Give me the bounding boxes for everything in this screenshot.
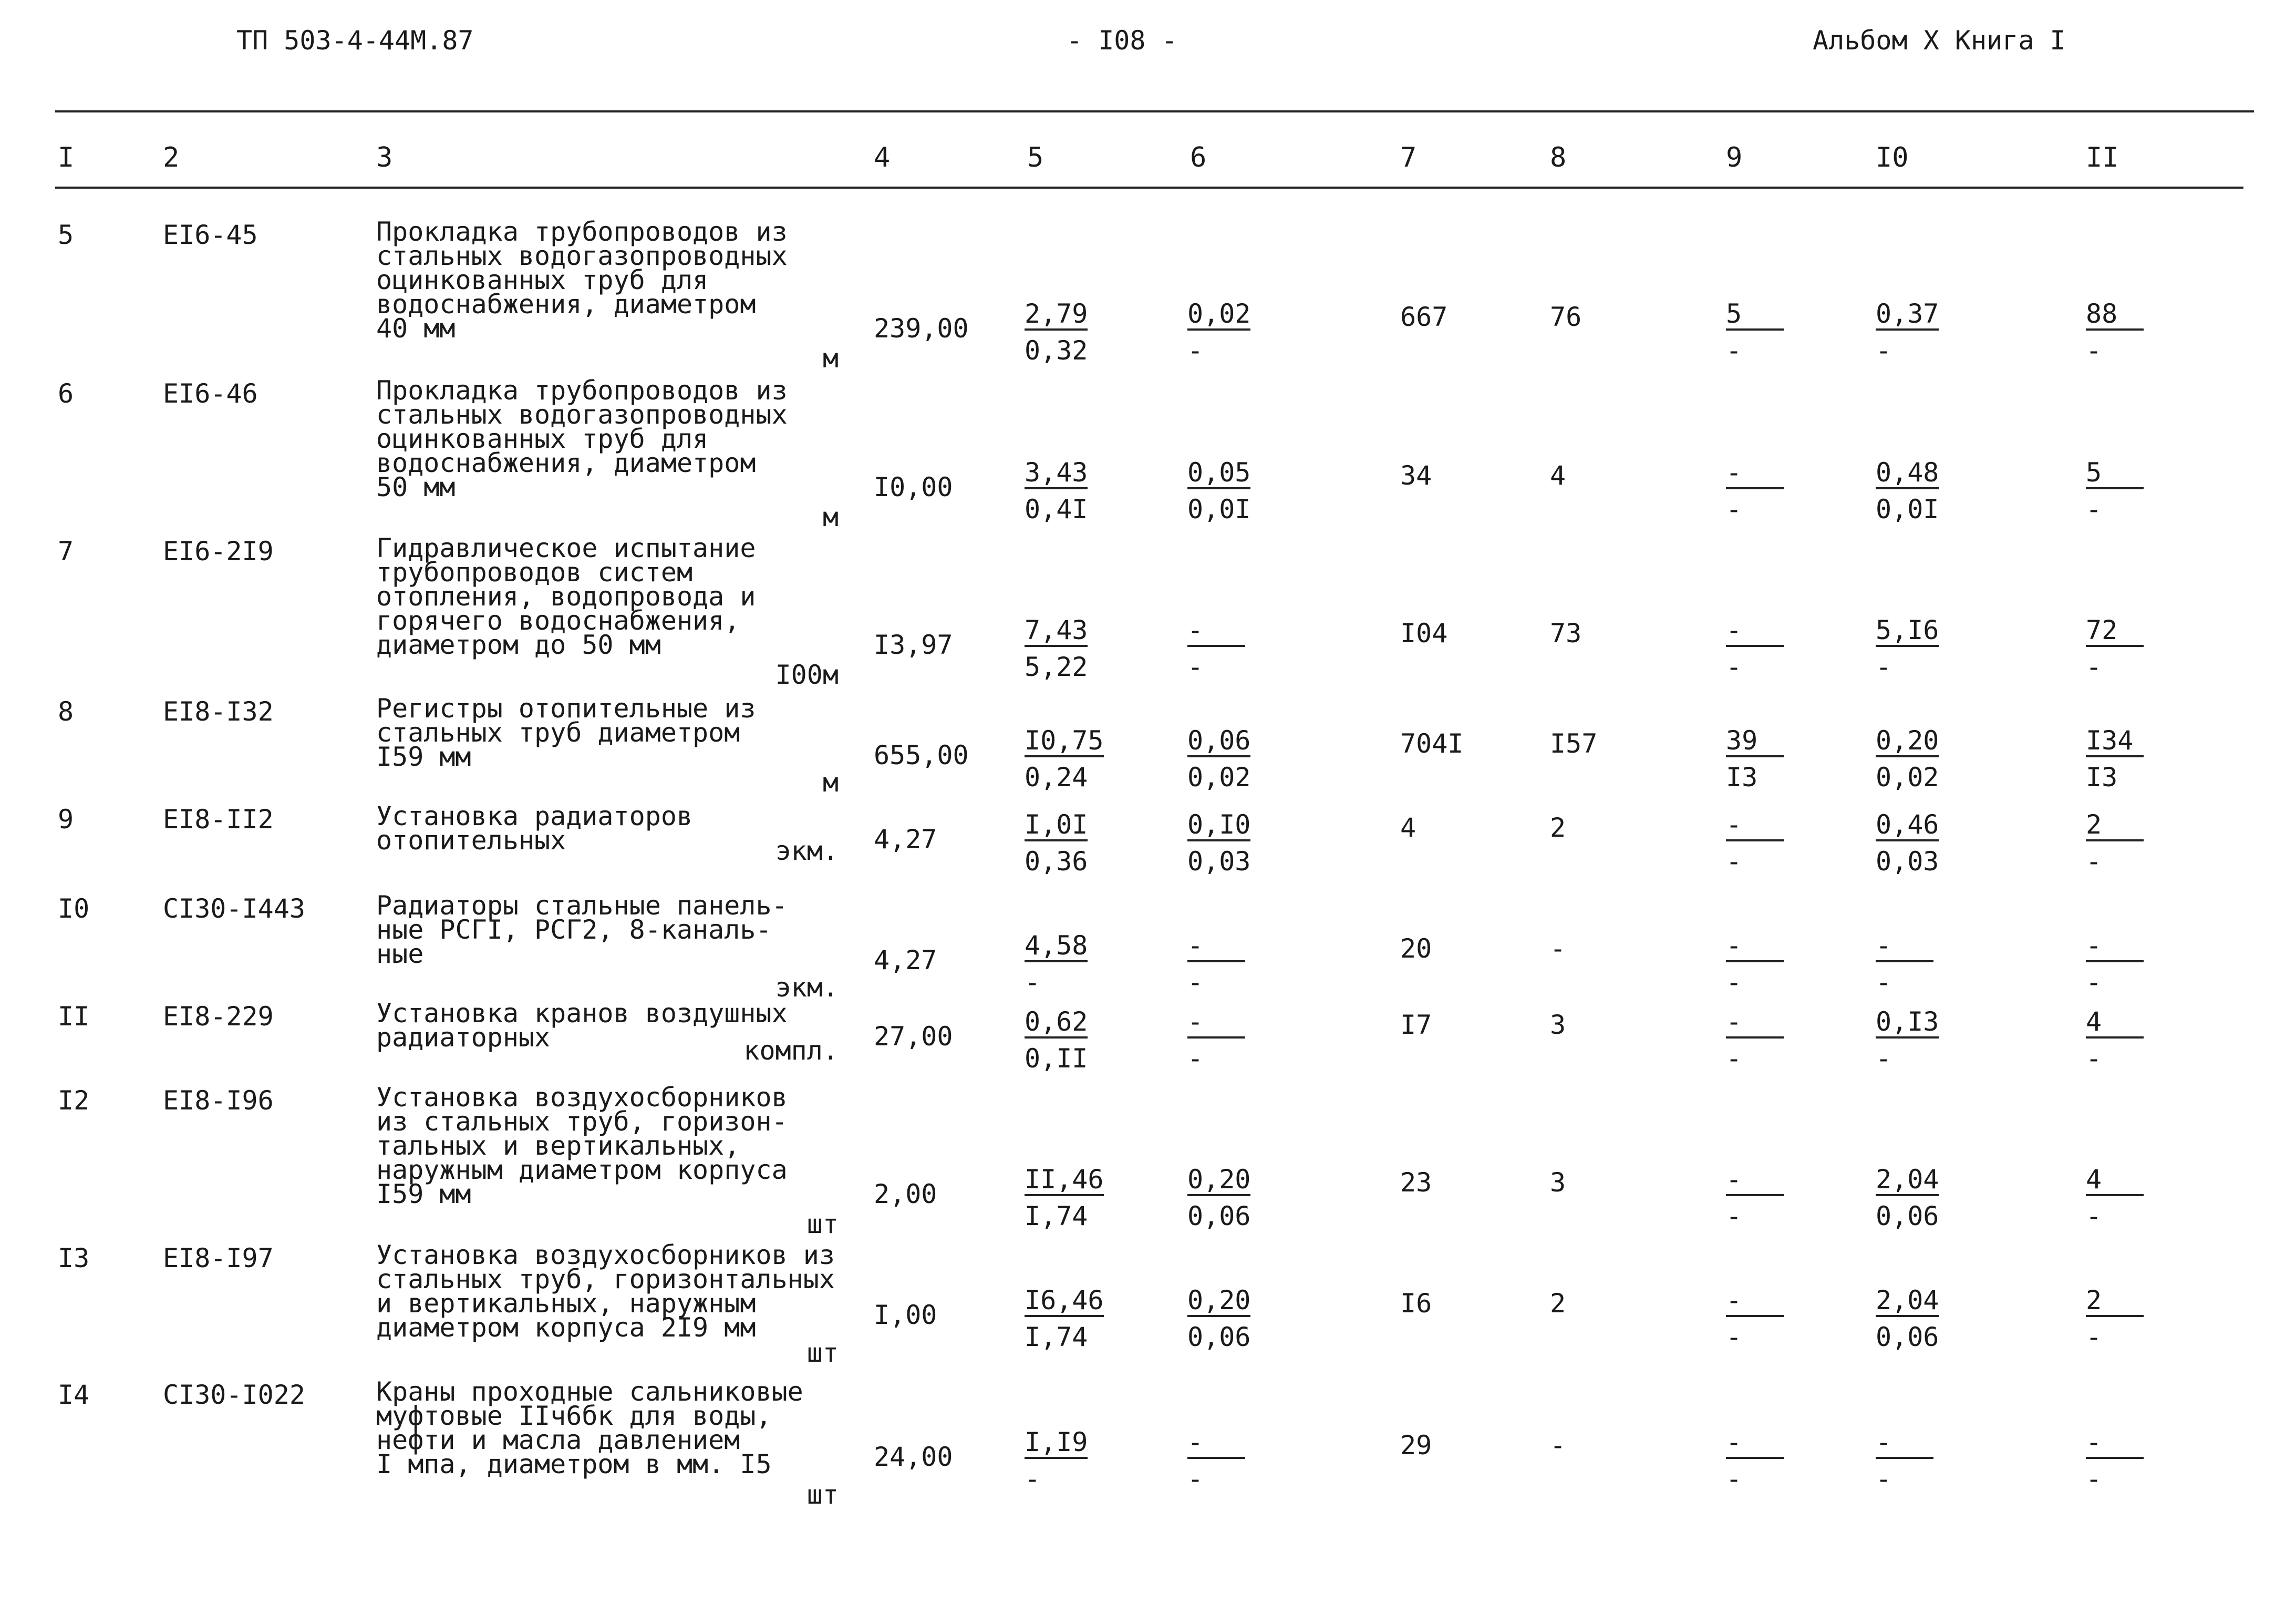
c6-denominator: 0,06 — [1187, 1201, 1251, 1231]
table-row — [0, 217, 2296, 374]
fraction-c5 — [1025, 1285, 1119, 1352]
fraction-c10 — [1876, 809, 1970, 876]
description-line: водоснабжения, диаметром — [376, 289, 756, 320]
c6-numerator: - — [1187, 615, 1245, 647]
c6-denominator: 0,02 — [1187, 762, 1251, 793]
fraction-c11 — [2086, 1164, 2180, 1231]
table-row — [0, 375, 2296, 532]
page-number: - I08 - — [1067, 25, 1177, 56]
c10-numerator: - — [1876, 931, 1933, 962]
column-header: 3 — [376, 142, 393, 173]
fraction-c6 — [1187, 457, 1282, 524]
c11-numerator: 88 — [2086, 299, 2144, 331]
c5-numerator: I,0I — [1025, 810, 1088, 841]
unit-of-measure: экм. — [775, 836, 839, 866]
c9-denominator: - — [1726, 1464, 1742, 1494]
fraction-c9 — [1726, 615, 1821, 682]
unit-of-measure: I00м — [775, 660, 839, 690]
work-description — [376, 217, 839, 344]
column-header: 9 — [1726, 142, 1743, 173]
value-c7: 20 — [1400, 933, 1432, 964]
c11-denominator: - — [2086, 1201, 2102, 1231]
description-line: муфтовые IIч6бк для воды, — [376, 1401, 772, 1431]
fraction-c6 — [1187, 615, 1282, 682]
fraction-c9 — [1726, 299, 1821, 365]
c9-numerator: - — [1726, 1165, 1784, 1196]
c5-denominator: I,74 — [1025, 1322, 1088, 1352]
c5-denominator: - — [1025, 967, 1041, 998]
fraction-c5 — [1025, 809, 1119, 876]
fraction-c9 — [1726, 1285, 1821, 1352]
unit-of-measure: м — [822, 343, 839, 374]
top-rule — [55, 110, 2254, 112]
rate-code: EI8-I97 — [163, 1243, 274, 1273]
fraction-c9 — [1726, 1427, 1821, 1494]
c11-denominator: - — [2086, 1464, 2102, 1494]
fraction-c10 — [1876, 457, 1970, 524]
c6-denominator: - — [1187, 967, 1204, 998]
description-line: отопительных — [376, 825, 566, 856]
description-line: диаметром корпуса 2I9 мм — [376, 1312, 756, 1343]
quantity: I,00 — [874, 1300, 937, 1330]
c6-numerator: - — [1187, 1007, 1245, 1039]
fraction-c9 — [1726, 457, 1821, 524]
column-header: 2 — [163, 142, 180, 173]
unit-of-measure: м — [822, 502, 839, 532]
rate-code: EI8-229 — [163, 1001, 274, 1032]
unit-of-measure: шт — [806, 1338, 839, 1368]
c6-denominator: - — [1187, 335, 1204, 366]
description-line: стальных труб, горизонтальных — [376, 1264, 835, 1294]
description-line: тальных и вертикальных, — [376, 1130, 740, 1161]
fraction-c10 — [1876, 299, 1970, 365]
table-row — [0, 1082, 2296, 1239]
unit-of-measure: м — [822, 767, 839, 798]
c9-denominator: I3 — [1726, 762, 1758, 793]
row-number: 9 — [58, 804, 74, 835]
quantity: 4,27 — [874, 824, 937, 855]
column-header: 7 — [1400, 142, 1417, 173]
c6-denominator: - — [1187, 1043, 1204, 1074]
c5-denominator: 0,32 — [1025, 335, 1088, 366]
description-line: и вертикальных, наружным — [376, 1288, 756, 1319]
c10-denominator: - — [1876, 1043, 1892, 1074]
description-line: трубопроводов систем — [376, 557, 693, 588]
c5-denominator: - — [1025, 1464, 1041, 1494]
work-description — [376, 533, 839, 660]
c9-denominator: - — [1726, 846, 1742, 877]
row-number: 6 — [58, 378, 74, 409]
fraction-c11 — [2086, 615, 2180, 682]
c9-denominator: - — [1726, 335, 1742, 366]
c10-denominator: 0,02 — [1876, 762, 1939, 793]
c5-numerator: 7,43 — [1025, 615, 1088, 647]
description-line: Краны проходные сальниковые — [376, 1376, 803, 1407]
fraction-c10 — [1876, 1006, 1970, 1073]
c10-denominator: - — [1876, 1464, 1892, 1494]
description-line: I59 мм — [376, 1179, 471, 1209]
fraction-c6 — [1187, 1427, 1282, 1494]
c10-numerator: 0,20 — [1876, 726, 1939, 757]
row-number: I0 — [58, 893, 90, 924]
c5-denominator: 0,36 — [1025, 846, 1088, 877]
c11-denominator: - — [2086, 652, 2102, 682]
c6-denominator: 0,06 — [1187, 1322, 1251, 1352]
description-line: отопления, водопровода и — [376, 581, 756, 612]
fraction-c11 — [2086, 1285, 2180, 1352]
rate-code: EI6-45 — [163, 220, 258, 250]
fraction-c6 — [1187, 725, 1282, 792]
c10-numerator: 0,46 — [1876, 810, 1939, 841]
value-c7: 34 — [1400, 460, 1432, 491]
fraction-c10 — [1876, 615, 1970, 682]
value-c7: 4 — [1400, 813, 1416, 843]
description-line: из стальных труб, горизон- — [376, 1106, 788, 1137]
c11-numerator: 2 — [2086, 1286, 2144, 1317]
c5-denominator: 0,II — [1025, 1043, 1088, 1074]
description-line: оцинкованных труб для — [376, 265, 709, 295]
c11-denominator: I3 — [2086, 762, 2118, 793]
c10-denominator: - — [1876, 967, 1892, 998]
description-line: Установка воздухосборников — [376, 1082, 788, 1113]
c9-numerator: - — [1726, 615, 1784, 647]
description-line: I мпа, диаметром в мм. I5 — [376, 1449, 772, 1479]
fraction-c9 — [1726, 930, 1821, 997]
c11-numerator: I34 — [2086, 726, 2144, 757]
c5-denominator: 0,4I — [1025, 494, 1088, 525]
fraction-c5 — [1025, 725, 1119, 792]
quantity: 4,27 — [874, 945, 937, 975]
description-line: стальных водогазопроводных — [376, 241, 788, 271]
c9-denominator: - — [1726, 1201, 1742, 1231]
fraction-c5 — [1025, 457, 1119, 524]
c9-denominator: - — [1726, 494, 1742, 525]
c6-denominator: 0,03 — [1187, 846, 1251, 877]
fraction-c9 — [1726, 1164, 1821, 1231]
c11-denominator: - — [2086, 967, 2102, 998]
fraction-c11 — [2086, 930, 2180, 997]
value-c7: 23 — [1400, 1167, 1432, 1198]
work-description — [376, 890, 839, 969]
c10-denominator: - — [1876, 652, 1892, 682]
fraction-c5 — [1025, 1164, 1119, 1231]
description-line: ные РСГI, РСГ2, 8-каналь- — [376, 914, 772, 945]
fraction-c10 — [1876, 930, 1970, 997]
value-c8: - — [1550, 1430, 1566, 1461]
description-line: радиаторных — [376, 1022, 551, 1053]
work-description — [376, 1376, 839, 1479]
value-c7: I04 — [1400, 618, 1448, 649]
fraction-c9 — [1726, 725, 1821, 792]
quantity: I3,97 — [874, 630, 953, 660]
c10-denominator: 0,06 — [1876, 1322, 1939, 1352]
description-line: Прокладка трубопроводов из — [376, 375, 788, 406]
fraction-c6 — [1187, 1285, 1282, 1352]
c5-numerator: 2,79 — [1025, 299, 1088, 331]
c6-numerator: - — [1187, 931, 1245, 962]
unit-of-measure: шт — [806, 1209, 839, 1239]
fraction-c9 — [1726, 809, 1821, 876]
work-description — [376, 693, 839, 772]
c11-numerator: 4 — [2086, 1165, 2144, 1196]
c10-numerator: 2,04 — [1876, 1286, 1939, 1317]
fraction-c6 — [1187, 809, 1282, 876]
column-header: I — [58, 142, 75, 173]
c5-numerator: I0,75 — [1025, 726, 1104, 757]
c11-numerator: 72 — [2086, 615, 2144, 647]
fraction-c6 — [1187, 299, 1282, 365]
c11-numerator: - — [2086, 931, 2144, 962]
row-number: I4 — [58, 1380, 90, 1410]
c9-numerator: - — [1726, 1286, 1784, 1317]
c11-numerator: 5 — [2086, 458, 2144, 489]
c6-denominator: - — [1187, 652, 1204, 682]
fraction-c11 — [2086, 299, 2180, 365]
document-code: ТП 503-4-44М.87 — [236, 25, 474, 56]
value-c8: - — [1550, 933, 1566, 964]
description-line: Прокладка трубопроводов из — [376, 217, 788, 247]
c6-numerator: - — [1187, 1427, 1245, 1459]
value-c7: 667 — [1400, 302, 1448, 332]
row-number: I2 — [58, 1085, 90, 1116]
quantity: 2,00 — [874, 1179, 937, 1209]
rate-code: EI6-46 — [163, 378, 258, 409]
table-row — [0, 533, 2296, 690]
row-number: II — [58, 1001, 90, 1032]
fraction-c5 — [1025, 1427, 1119, 1494]
rate-code: CI30-I022 — [163, 1380, 305, 1410]
unit-of-measure: компл. — [743, 1035, 839, 1066]
c11-denominator: - — [2086, 494, 2102, 525]
value-c8: 2 — [1550, 813, 1566, 843]
c5-numerator: I6,46 — [1025, 1286, 1104, 1317]
fraction-c5 — [1025, 1006, 1119, 1073]
quantity: 24,00 — [874, 1442, 953, 1472]
fraction-c5 — [1025, 299, 1119, 365]
album-book-label: Альбом X Книга I — [1813, 25, 2066, 56]
table-row — [0, 1240, 2296, 1380]
fraction-c10 — [1876, 1427, 1970, 1494]
work-description — [376, 1240, 839, 1343]
fraction-c10 — [1876, 725, 1970, 792]
c6-numerator: 0,05 — [1187, 458, 1250, 489]
c10-numerator: 5,I6 — [1876, 615, 1939, 647]
value-c8: 2 — [1550, 1288, 1566, 1319]
c5-denominator: 0,24 — [1025, 762, 1088, 793]
rate-code: EI6-2I9 — [163, 536, 274, 567]
unit-of-measure: шт — [806, 1479, 839, 1510]
description-line: I59 мм — [376, 742, 471, 772]
c6-numerator: 0,20 — [1187, 1286, 1250, 1317]
description-line: Гидравлическое испытание — [376, 533, 756, 563]
work-description — [376, 375, 839, 502]
row-number: 8 — [58, 696, 74, 727]
description-line: горячего водоснабжения, — [376, 605, 740, 636]
c10-numerator: - — [1876, 1427, 1933, 1459]
c11-denominator: - — [2086, 846, 2102, 877]
fraction-c11 — [2086, 1006, 2180, 1073]
c10-denominator: - — [1876, 335, 1892, 366]
description-line: водоснабжения, диаметром — [376, 448, 756, 478]
description-line: Установка радиаторов — [376, 801, 693, 831]
value-c7: I7 — [1400, 1010, 1432, 1040]
c5-numerator: 3,43 — [1025, 458, 1088, 489]
c11-numerator: - — [2086, 1427, 2144, 1459]
value-c8: 3 — [1550, 1167, 1566, 1198]
quantity: 239,00 — [874, 313, 969, 344]
c10-numerator: 0,48 — [1876, 458, 1939, 489]
c11-denominator: - — [2086, 335, 2102, 366]
c6-denominator: - — [1187, 1464, 1204, 1494]
c9-numerator: - — [1726, 458, 1784, 489]
description-line: нефти и масла давлением — [376, 1425, 740, 1455]
value-c8: 76 — [1550, 302, 1582, 332]
c6-numerator: 0,06 — [1187, 726, 1250, 757]
c11-denominator: - — [2086, 1322, 2102, 1352]
c9-numerator: - — [1726, 931, 1784, 962]
row-number: 7 — [58, 536, 74, 567]
fraction-c6 — [1187, 1006, 1282, 1073]
description-line: ные — [376, 939, 424, 969]
table-row — [0, 1376, 2296, 1516]
fraction-c11 — [2086, 809, 2180, 876]
fraction-c11 — [2086, 1427, 2180, 1494]
description-line: диаметром до 50 мм — [376, 630, 661, 660]
work-description — [376, 1082, 839, 1209]
c10-numerator: 0,37 — [1876, 299, 1939, 331]
header-rule — [55, 187, 2243, 189]
c9-numerator: - — [1726, 810, 1784, 841]
c9-denominator: - — [1726, 652, 1742, 682]
value-c8: I57 — [1550, 728, 1598, 759]
c5-numerator: I,I9 — [1025, 1427, 1088, 1459]
description-line: Установка кранов воздушных — [376, 998, 788, 1029]
fraction-c6 — [1187, 1164, 1282, 1231]
c9-numerator: 5 — [1726, 299, 1784, 331]
fraction-c11 — [2086, 725, 2180, 792]
c11-numerator: 2 — [2086, 810, 2144, 841]
value-c8: 4 — [1550, 460, 1566, 491]
quantity: 27,00 — [874, 1021, 953, 1052]
quantity: I0,00 — [874, 472, 953, 502]
description-line: 40 мм — [376, 313, 456, 344]
description-line: Регистры отопительные из — [376, 693, 756, 724]
column-header: 6 — [1190, 142, 1207, 173]
c9-denominator: - — [1726, 1322, 1742, 1352]
c9-denominator: - — [1726, 1043, 1742, 1074]
c6-numerator: 0,02 — [1187, 299, 1250, 331]
fraction-c6 — [1187, 930, 1282, 997]
c9-numerator: 39 — [1726, 726, 1784, 757]
description-line: Радиаторы стальные панель- — [376, 890, 788, 921]
c5-numerator: 0,62 — [1025, 1007, 1088, 1039]
description-line: 50 мм — [376, 472, 456, 502]
fraction-c11 — [2086, 457, 2180, 524]
value-c8: 3 — [1550, 1010, 1566, 1040]
fraction-c10 — [1876, 1285, 1970, 1352]
c9-denominator: - — [1726, 967, 1742, 998]
fraction-c10 — [1876, 1164, 1970, 1231]
column-header: II — [2086, 142, 2119, 173]
description-line: стальных труб диаметром — [376, 717, 740, 748]
column-header: 8 — [1550, 142, 1567, 173]
c10-denominator: 0,0I — [1876, 494, 1939, 525]
c11-denominator: - — [2086, 1043, 2102, 1074]
c5-numerator: 4,58 — [1025, 931, 1088, 962]
fraction-c5 — [1025, 930, 1119, 997]
column-header: 5 — [1027, 142, 1044, 173]
description-line: Установка воздухосборников из — [376, 1240, 835, 1270]
rate-code: EI8-II2 — [163, 804, 274, 835]
c10-denominator: 0,06 — [1876, 1201, 1939, 1231]
description-line: наружным диаметром корпуса — [376, 1155, 788, 1185]
c10-denominator: 0,03 — [1876, 846, 1939, 877]
rate-code: EI8-I32 — [163, 696, 274, 727]
c6-numerator: 0,I0 — [1187, 810, 1250, 841]
c10-numerator: 0,I3 — [1876, 1007, 1939, 1039]
description-line: стальных водогазопроводных — [376, 399, 788, 430]
c6-numerator: 0,20 — [1187, 1165, 1250, 1196]
c6-denominator: 0,0I — [1187, 494, 1251, 525]
description-line: оцинкованных труб для — [376, 424, 709, 454]
column-header: I0 — [1876, 142, 1909, 173]
unit-of-measure: экм. — [775, 972, 839, 1003]
value-c7: I6 — [1400, 1288, 1432, 1319]
c5-denominator: I,74 — [1025, 1201, 1088, 1231]
value-c8: 73 — [1550, 618, 1582, 649]
c10-numerator: 2,04 — [1876, 1165, 1939, 1196]
column-header: 4 — [874, 142, 891, 173]
c5-denominator: 5,22 — [1025, 652, 1088, 682]
value-c7: 704I — [1400, 728, 1464, 759]
row-number: I3 — [58, 1243, 90, 1273]
fraction-c5 — [1025, 615, 1119, 682]
c9-numerator: - — [1726, 1007, 1784, 1039]
fraction-c9 — [1726, 1006, 1821, 1073]
quantity: 655,00 — [874, 740, 969, 770]
rate-code: EI8-I96 — [163, 1085, 274, 1116]
row-number: 5 — [58, 220, 74, 250]
value-c7: 29 — [1400, 1430, 1432, 1461]
c9-numerator: - — [1726, 1427, 1784, 1459]
c5-numerator: II,46 — [1025, 1165, 1104, 1196]
rate-code: CI30-I443 — [163, 893, 305, 924]
c11-numerator: 4 — [2086, 1007, 2144, 1039]
